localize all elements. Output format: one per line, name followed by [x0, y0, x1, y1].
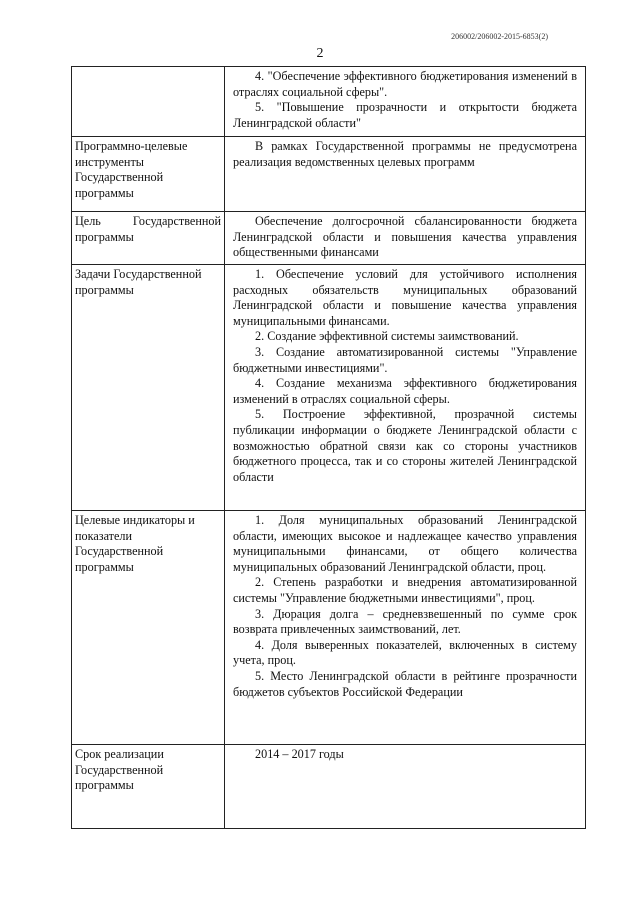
- row-label: Срок реализации Государственной программы: [72, 745, 225, 829]
- row-content: [225, 745, 586, 829]
- page-number: 2: [316, 46, 324, 61]
- row-content: [225, 212, 586, 265]
- content-paragraph: 5. "Повышение прозрачности и открытости бюджета Ленинградской области": [233, 100, 577, 130]
- content-paragraph: 2. Создание эффективной системы заимствований.: [255, 329, 519, 344]
- table-row: [72, 265, 586, 511]
- table-row: [72, 212, 586, 265]
- content-paragraph: 1. Доля муниципальных образований Ленинградской области, имеющих высокое и надлежащее качество управления муниципальными финансами, от общего количества муниципальных образований Ленинградской области, проц.: [233, 513, 577, 574]
- row-content: [225, 511, 586, 745]
- table-row: [72, 67, 586, 137]
- row-content: [225, 67, 586, 137]
- row-content: [225, 265, 586, 511]
- row-label: Целевые индикаторы и показатели Государственной программы: [72, 511, 225, 745]
- content-paragraph: 4. "Обеспечение эффективного бюджетирования изменений в отраслях социальной сферы".: [233, 69, 577, 99]
- content-paragraph: 5. Место Ленинградской области в рейтинге прозрачности бюджетов субъектов Российской Федерации: [233, 668, 577, 699]
- content-paragraph: 1. Обеспечение условий для устойчивого исполнения расходных обязательств муниципальных образований Ленинградской области и повышение качества управления муниципальными финансами.: [233, 267, 577, 328]
- row-content: [225, 137, 586, 212]
- program-passport-table: [71, 66, 586, 829]
- row-label: Задачи Государственной программы: [72, 265, 225, 511]
- content-paragraph: 2014 – 2017 годы: [255, 747, 344, 761]
- content-paragraph: 3. Создание автоматизированной системы "Управление бюджетными инвестициями".: [233, 344, 577, 375]
- content-paragraph: 4. Доля выверенных показателей, включенных в систему учета, проц.: [233, 637, 577, 668]
- row-label: [72, 67, 225, 137]
- content-paragraph: 2. Степень разработки и внедрения автоматизированной системы "Управление бюджетными инвестициями", проц.: [233, 575, 577, 605]
- content-paragraph: В рамках Государственной программы не предусмотрена реализация ведомственных целевых программ: [233, 139, 577, 169]
- row-label: Цель Государственной программы: [72, 212, 225, 265]
- document-id: 206002/206002-2015-6853(2): [451, 32, 548, 41]
- table-row: [72, 137, 586, 212]
- content-paragraph: 4. Создание механизма эффективного бюджетирования изменений в отраслях социальной сферы.: [233, 376, 577, 406]
- content-paragraph: Обеспечение долгосрочной сбалансированности бюджета Ленинградской области и повышения качества управления общественными финансами: [233, 214, 577, 260]
- table-row: [72, 511, 586, 745]
- content-paragraph: 3. Дюрация долга – средневзвешенный по сумме срок возврата привлеченных заимствований, лет.: [233, 606, 577, 637]
- row-label: Программно-целевые инструменты Государственной программы: [72, 137, 225, 212]
- content-paragraph: 5. Построение эффективной, прозрачной системы публикации информации о бюджете Ленинградской области с возможностью обратной связи как со стороны участников бюджетного процесса, так и со стороны жителей Ленинградской области: [233, 407, 577, 484]
- table-row: [72, 745, 586, 829]
